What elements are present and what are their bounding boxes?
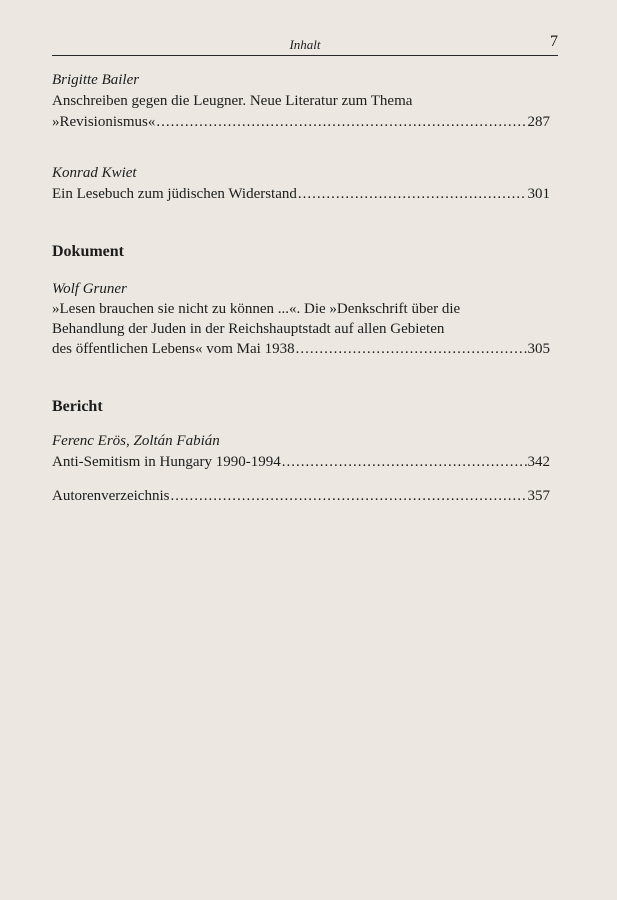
dot-leader (170, 488, 526, 505)
dot-leader (156, 114, 526, 131)
toc-title-line: Anti-Semitism in Hungary 1990-1994 (52, 454, 281, 470)
header-title: Inhalt (289, 37, 321, 52)
toc-title-line: des öffentlichen Lebens« vom Mai 1938 (52, 341, 295, 357)
toc-author: Ferenc Erös, Zoltán Fabián (52, 433, 220, 449)
toc-title-line: Behandlung der Juden in der Reichshauptstadt auf allen Gebieten (52, 321, 445, 337)
running-header (52, 35, 558, 56)
toc-entry-line (52, 186, 550, 203)
toc-page-number: 357 (527, 488, 550, 504)
toc-entry-line (52, 341, 550, 358)
toc-entry-line (52, 488, 550, 505)
toc-author: Brigitte Bailer (52, 72, 140, 88)
dot-leader (298, 186, 527, 203)
toc-title-line: »Lesen brauchen sie nicht zu können ...«. Die »Denkschrift über die (52, 301, 461, 317)
toc-entry-line (52, 114, 550, 131)
toc-page-number: 342 (527, 454, 550, 470)
page-number: 7 (550, 33, 558, 50)
toc-page-number: 305 (527, 341, 550, 357)
toc-title-line: »Revisionismus« (52, 114, 156, 130)
toc-title-line: Ein Lesebuch zum jüdischen Widerstand (52, 186, 297, 202)
toc-title-line: Autorenverzeichnis (52, 488, 170, 504)
toc-author: Wolf Gruner (52, 281, 127, 297)
dot-leader (282, 454, 527, 471)
section-heading-bericht: Bericht (52, 398, 103, 415)
toc-title-line: Anschreiben gegen die Leugner. Neue Literatur zum Thema (52, 93, 413, 109)
section-heading-dokument: Dokument (52, 243, 125, 260)
toc-author: Konrad Kwiet (52, 165, 137, 181)
toc-entry-line (52, 454, 550, 471)
dot-leader (296, 341, 527, 358)
toc-page-number: 287 (527, 114, 550, 130)
toc-page-number: 301 (527, 186, 550, 202)
